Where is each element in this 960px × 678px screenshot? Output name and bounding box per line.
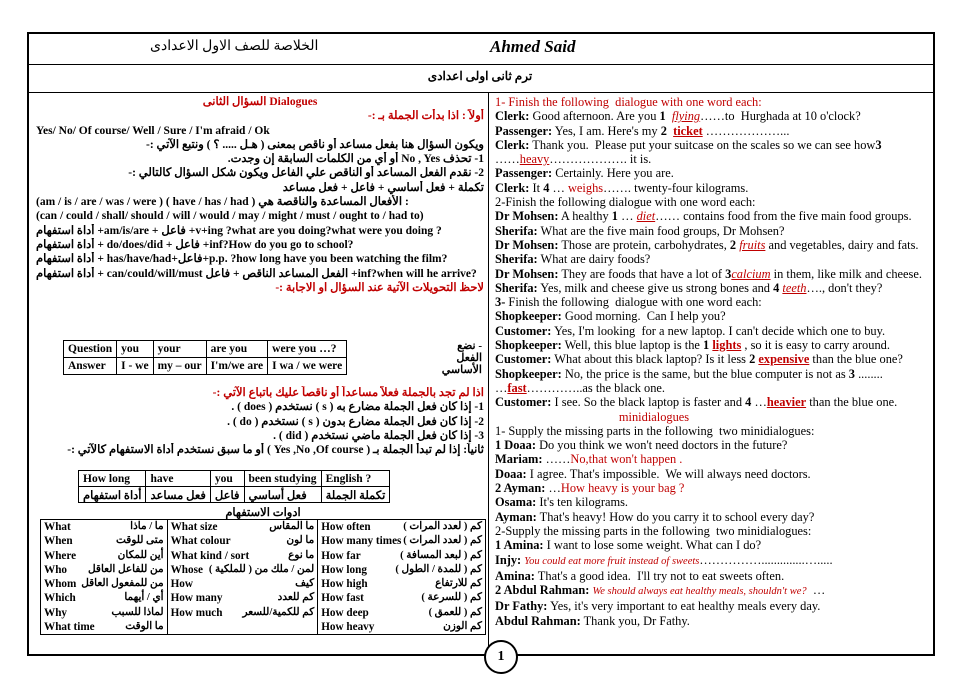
text-segment: Amina: [495,568,535,583]
table-row [41,520,486,635]
text-segment: Passenger: [495,123,553,138]
text-segment: 4 [745,395,752,410]
dialogue-line [495,599,927,613]
qword-entry [321,563,482,577]
dialogue-line [495,181,927,195]
qword-english: Who [44,563,68,576]
text-line: Yes/ No/ Of course/ Well / Sure / I'm afraid / Ok [36,124,270,137]
text-segment: 3 [875,137,882,152]
dialogue-line [495,381,927,395]
text-segment: diet [636,209,656,224]
qword-entry [171,549,315,563]
text-line: ويكون السؤال هنا بفعل مساعد أو ناقص بمعنى ( هـل ..... ؟ ) ونتبع الآتي :- [146,138,484,151]
qword-arabic: من للمفعول العاقل [81,578,164,590]
table-cell: you [210,471,244,487]
text-segment: ……to Hurghada at 10 o'clock? [700,109,861,124]
text-segment: heavier [766,395,807,410]
qword-arabic: كم للكمية/للسعر [242,606,315,618]
question-words-table [40,519,486,635]
text-segment: 2-Finish the following dialogue with one word each: [495,195,756,210]
text-line: 1- تحذف No , Yes أو أي من الكلمات السابقة إن وجدت. [227,153,484,166]
text-segment: Injy: [495,552,522,567]
text-segment: …………..as the black one. [526,380,666,395]
qword-arabic: كم ( لبعد المسافة ) [400,549,482,561]
dialogue-line [495,510,927,524]
dialogue-line [495,467,927,481]
text-segment: and vegetables, dairy and fats. [765,237,919,252]
text-segment: Customer: [495,323,552,338]
text-segment: Well, this blue laptop is the [561,338,704,353]
text-line: تكملة + فعل أساسي + فاعل + فعل مساعد [282,181,484,194]
qword-english: How often [321,521,371,533]
text-segment: No, the price is the same, but the blue computer is not as [561,366,849,381]
pronoun-table [63,340,347,375]
arabic-title: الخلاصة للصف الاول الاعدادى [150,39,319,54]
text-segment: 2 [729,237,737,252]
table-cell: فعل أساسي [244,487,321,503]
text-segment: … [806,583,826,598]
text-segment: 1 [703,338,710,353]
text-segment: … [549,180,568,195]
qword-entry [171,577,315,591]
dialogue-line [495,109,927,123]
text-segment: 1 [611,209,618,224]
text-segment: 3- [495,295,506,310]
dialogue-line [495,124,927,138]
question-structure-table [78,470,390,503]
dialogue-line [495,195,927,209]
qword-arabic: كم ( للمدة / الطول ) [395,563,482,575]
text-segment: … [751,395,767,410]
text-segment: flying [671,109,701,124]
text-segment: weighs [567,180,604,195]
dialogue-line [495,367,927,381]
text-segment: Yes, I am. Here's my [552,123,661,138]
text-segment: Dr Mohsen: [495,237,559,252]
text-segment: Customer: [495,352,552,367]
table-cell: I'm/we are [206,358,267,375]
qword-english: What colour [170,535,231,548]
text-line: 2- نقدم الفعل المساعد أو الناقص علي الفاعل ويكون شكل السؤال كالتالي :- [128,167,484,180]
qword-arabic: كم للعدد [277,592,315,604]
text-line: 1- إذا كان فعل الجملة مضارع به ( s ) نستخدم ( does ) . [231,401,484,414]
text-segment: 2 [660,123,667,138]
text-segment: ……. twenty-four kilograms. [603,180,749,195]
qword-arabic: كم ( للعمق ) [428,606,482,618]
text-segment: teeth [782,280,807,295]
qword-english: How deep [321,606,369,619]
text-segment: Osama: [495,495,537,510]
text-segment: … [545,481,561,496]
column-divider [488,93,489,655]
dialogue-line [495,495,927,509]
qword-entry [44,591,164,605]
text-segment: Certainly. Here you are. [552,166,674,181]
dialogue-line [495,395,927,409]
qword-english: What [44,521,71,533]
text-segment: Shopkeeper: [495,309,562,324]
qword-entry [44,549,164,563]
qword-english: How far [321,549,361,562]
dialogue-line [495,438,927,452]
divider [28,92,934,93]
dialogue-line [495,166,927,180]
left-column-middle [36,386,484,457]
text-segment: …., don't they? [806,280,883,295]
dialogue-line [495,569,927,583]
qwords-title: ادوات الاستفهام [225,507,301,519]
text-segment: ………………... [702,123,790,138]
dialogue-line [495,452,927,466]
text-segment: … [618,209,637,224]
text-segment: They are foods that have a lot of [558,266,726,281]
table-cell: I - we [117,358,153,375]
table-cell: I wa / we were [268,358,347,375]
table-row [64,341,347,358]
text-line: اذا لم تجد بالجملة فعلاً مساعداً أو ناقصاً عليك باتباع الآتي :- [212,387,484,399]
dialogue-line [495,267,927,281]
qword-arabic: ما لون [286,535,315,547]
page-number: 1 [484,640,518,674]
table-cell: Answer [64,358,117,375]
text-segment: It [529,180,544,195]
text-segment: … [495,380,508,395]
qword-english: When [44,535,73,548]
text-segment: 1 Doaa: [495,438,536,453]
text-segment: ticket [673,123,703,138]
dialogue-line [495,524,927,538]
text-segment: I want to lose some weight. What can I do? [543,538,762,553]
divider [28,64,934,65]
left-column-top [36,95,484,295]
text-segment: than the blue one. [806,395,898,410]
qword-entry [44,563,164,577]
qword-entry [321,549,482,563]
text-segment: I agree. That's impossible. We will always need doctors. [526,466,811,481]
dialogue-line [495,252,927,266]
qword-arabic: لمن / ملك من ( للملكية ) [208,563,315,575]
qword-english: What time [44,621,95,634]
author-name: Ahmed Said [490,37,576,56]
text-line: أداة استفهام +am/is/are + فاعل +v+ing ?what are you doing?what were you doing ? [36,224,442,237]
qword-english: Where [44,549,77,562]
text-segment: Clerk: [495,109,530,124]
qword-arabic: كيف [295,578,315,590]
text-segment: ........ [854,366,883,381]
qword-arabic: كم ( للسرعة ) [421,592,482,604]
qword-english: How many [170,592,223,605]
text-segment: That's a good idea. I'll try not to eat sweets often. [534,568,785,583]
qword-entry [171,606,315,620]
qword-arabic: كم للارتفاع [435,578,482,590]
text-segment: Doaa: [495,466,527,481]
text-segment: Ayman: [495,509,537,524]
text-segment: Yes, it's very important to eat healthy meals every day. [547,599,821,614]
text-line: 2- إذا كان فعل الجملة مضارع بدون ( s ) نستخدم ( do ) . [227,415,484,428]
qword-arabic: كم ( لعدد المرات ) [403,521,482,532]
text-line: 3- إذا كان فعل الجملة ماضي نستخدم ( did ) . [273,429,484,442]
text-segment: Sherifa: [495,280,538,295]
qword-entry [44,620,164,634]
term-label: ترم ثانى اولى اعدادى [427,69,533,83]
qword-arabic: متى للوقت [115,535,164,547]
dialogue-line [495,424,927,438]
text-line: أولاً : اذا بدأت الجملة بـ :- [367,110,484,123]
text-segment: We should always eat healthy meals, shouldn't we? [592,586,807,598]
dialogue-line [495,209,927,223]
text-segment: What about this black laptop? Is it less [551,352,750,367]
text-segment: Shopkeeper: [495,338,562,353]
text-segment: Shopkeeper: [495,366,562,381]
text-segment: Good afternoon. Are you [529,109,660,124]
text-segment: How heavy is your bag ? [560,481,685,496]
text-segment: heavy [519,152,550,167]
qword-entry [171,591,315,605]
dialogue-line [495,309,927,323]
table-cell: are you [206,341,267,358]
qword-english: Whom [44,578,77,591]
text-segment: Dr Mohsen: [495,209,559,224]
qword-arabic: أين للمكان [117,549,164,561]
text-segment: What are the five main food groups, Dr Mohsen? [537,223,785,238]
text-segment: , so it is easy to carry around. [741,338,890,353]
text-segment: No,that won't happen . [570,452,683,467]
text-segment: It's ten kilograms. [536,495,629,510]
dialogue-line [495,352,927,366]
text-segment: Good morning. Can I help you? [561,309,726,324]
dialogue-line [495,553,927,569]
table-cell: your [153,341,206,358]
text-segment: Thank you. Please put your suitcase on the scales so we can see how [529,137,876,152]
text-segment: That's heavy! How do you carry it to school every day? [536,509,815,524]
text-segment: calcium [731,266,771,281]
dialogue-line [495,583,927,599]
qword-entry [321,520,482,534]
qword-english: Why [44,606,68,619]
text-segment: Do you think we won't need doctors in the future? [535,438,788,453]
qword-english: How [170,578,193,591]
table-row [79,471,390,487]
qwords-column [167,520,318,635]
text-segment: I see. So the black laptop is faster and [551,395,746,410]
text-segment: 2-Supply the missing parts in the following two minidialogues: [495,523,812,538]
qword-english: Which [44,592,76,605]
table-cell: were you …? [268,341,347,358]
text-segment: ……………..............…..... [699,552,833,567]
text-segment: Dr Fathy: [495,599,548,614]
qword-english: What size [170,521,218,533]
text-segment: 1- Finish the following dialogue with one word each: [495,95,762,109]
text-segment: fruits [739,237,766,252]
qword-arabic: لماذا للسبب [111,606,164,618]
text-segment: 1 [659,109,666,124]
qword-english: How much [170,606,223,619]
qword-entry [321,534,482,548]
text-segment: minidialogues [495,409,690,424]
dialogue-line [495,138,927,152]
text-segment: fast [507,380,527,395]
text-segment: 2 Abdul Rahman: [495,583,590,598]
qword-arabic: ما نوع [288,549,315,561]
qword-arabic: ما / ماذا [130,521,164,532]
qword-arabic: كم ( لعدد المرات ) [403,535,482,547]
qword-entry [321,577,482,591]
qword-entry [321,620,482,634]
qword-arabic: كم الوزن [443,621,482,633]
text-segment: 2 [749,352,756,367]
qword-english: What kind / sort [170,549,250,562]
text-segment: Finish the following dialogue with one word each: [505,295,762,310]
text-line: أداة استفهام + can/could/will/must الفعل المساعد الناقص + فاعل +inf?when will he arrive? [36,267,477,280]
dialogue-line [495,152,927,166]
text-segment: …… [542,452,571,467]
text-segment: Thank you, Dr Fathy. [580,613,690,628]
qword-entry [171,534,315,548]
text-segment: A healthy [558,209,612,224]
table-row [79,487,390,503]
text-segment: What are dairy foods? [537,252,651,267]
text-segment: Abdul Rahman: [495,613,581,628]
qword-arabic: ما المقاس [269,521,315,532]
text-line: (am / is / are / was / were ) ( have / has / had ) الأفعال المساعدة والناقصة هي : [36,196,409,209]
table-cell: my – our [153,358,206,375]
qword-entry [171,520,315,534]
text-segment: Clerk: [495,137,530,152]
dialogue-line [495,224,927,238]
text-segment: Mariam: [495,452,543,467]
qword-entry [44,577,164,591]
text-segment: Yes, milk and cheese give us strong bones and [537,280,774,295]
text-segment: Passenger: [495,166,553,181]
text-line: (can / could / shall/ should / will / would / may / might / must / ought to / had to) [36,210,424,223]
qword-entry [44,520,164,534]
qword-english: How fast [321,592,364,605]
dialogue-line [495,410,927,424]
dialogue-line [495,338,927,352]
dialogue-line [495,95,927,109]
text-segment: Yes, I'm looking for a new laptop. I can't decide which one to buy. [551,323,886,338]
qword-entry [44,606,164,620]
text-segment: Sherifa: [495,223,538,238]
text-segment: 1- Supply the missing parts in the following two minidialogues: [495,423,815,438]
table1-side-label: - نضع الفعل الأساسي [441,340,482,376]
table-cell: you [117,341,153,358]
qword-entry [321,591,482,605]
dialogue-line [495,538,927,552]
text-segment: 4 [773,280,780,295]
qword-arabic: من للفاعل العاقل [87,563,164,575]
dialogue-line [495,614,927,628]
text-line: لاحظ التحويلات الآتية عند السؤال او الاجابة :- [275,281,484,294]
text-segment: …… contains food from the five main food groups. [655,209,912,224]
qword-entry [321,606,482,620]
table-row [64,358,347,375]
dialogue-line [495,324,927,338]
text-segment: ………………. it is. [549,152,652,167]
table-cell: have [146,471,210,487]
qword-english: How long [321,563,367,576]
table-cell: English ? [321,471,390,487]
text-line: أداة استفهام + has/have/had+فاعل+p.p. ?how long have you been watching the film? [36,253,448,266]
dialogue-line [495,238,927,252]
text-segment: 3 [725,266,732,281]
table-cell: فعل مساعد [146,487,210,503]
qword-english: How high [321,578,368,591]
qword-entry [171,563,315,577]
table-cell: أداة استفهام [79,487,146,503]
text-segment: lights [712,338,742,353]
text-segment: 1 Amina: [495,538,544,553]
text-segment: Sherifa: [495,252,538,267]
text-line: ثانياً: إذا لم تبدأ الجملة بـ ( Yes ,No ,Of course ) أو ما سبق نستخدم أداة الاستفهام كالآتي :- [67,444,484,457]
text-segment: …… [495,152,520,167]
qword-english: How heavy [321,621,375,634]
text-segment: Those are protein, carbohydrates, [558,237,730,252]
text-line: أداة استفهام + do/does/did + فاعل +inf?How do you go to school? [36,238,354,251]
qword-english: How many times [321,535,402,548]
dialogue-line [495,281,927,295]
qwords-column [41,520,168,635]
text-line: السؤال الثانى Dialogues [202,96,318,108]
text-segment: in them, like milk and cheese. [770,266,922,281]
text-segment: Dr Mohsen: [495,266,559,281]
text-segment: Customer: [495,395,552,410]
text-segment: You could eat more fruit instead of sweets [524,555,700,567]
table-cell: تكملة الجملة [321,487,390,503]
table-cell: فاعل [210,487,244,503]
dialogue-line [495,481,927,495]
text-segment: expensive [758,352,810,367]
qword-arabic: أي / أيهما [124,592,164,604]
qword-english: Whose [170,563,203,576]
table-cell: Question [64,341,117,358]
text-segment: 2 Ayman: [495,481,546,496]
dialogue-line [495,295,927,309]
table-cell: been studying [244,471,321,487]
text-segment: 4 [543,180,550,195]
qword-entry [44,534,164,548]
qword-arabic: ما الوقت [125,621,164,633]
text-segment: Clerk: [495,180,530,195]
right-column [495,95,927,628]
text-segment: than the blue one? [809,352,903,367]
table-cell: How long [79,471,146,487]
text-segment: 3 [848,366,855,381]
qwords-column [318,520,486,635]
